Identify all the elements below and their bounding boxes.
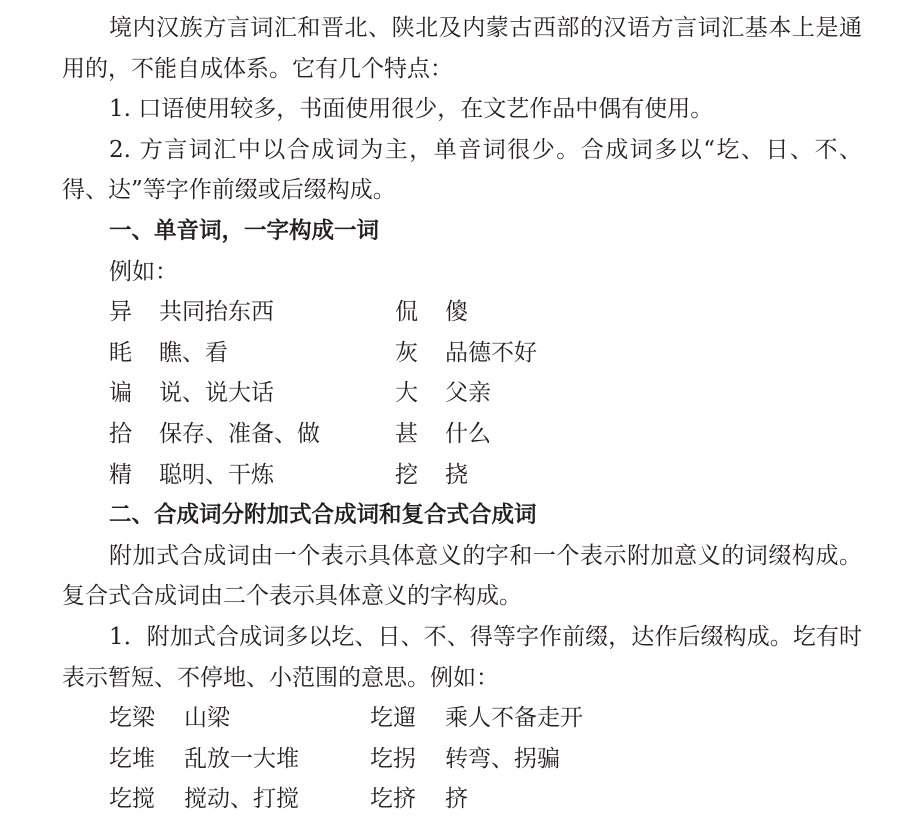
document-page: [62, 8, 862, 820]
meaning: 父亲: [445, 380, 491, 407]
word-row: [62, 292, 862, 333]
word: 大: [395, 380, 418, 407]
word: 圪梁: [109, 705, 155, 732]
meaning: 乘人不备走开: [445, 705, 583, 732]
meaning: 共同抬东西: [159, 299, 274, 326]
word-row: [62, 333, 862, 374]
word: 圪拐: [370, 745, 416, 772]
meaning: 挠: [445, 461, 468, 488]
word: 精: [109, 461, 132, 488]
word: 挖: [395, 461, 418, 488]
word: 圪堆: [109, 745, 155, 772]
single-character-word-table: [62, 292, 862, 495]
meaning: 搅动、打搅: [184, 786, 299, 813]
word: 拾: [109, 420, 132, 447]
word-row: [62, 455, 862, 496]
word-row: [62, 739, 862, 780]
word: 圪搅: [109, 786, 155, 813]
meaning: 乱放一大堆: [184, 745, 299, 772]
meaning: 挤: [445, 786, 468, 813]
meaning: 保存、准备、做: [159, 420, 320, 447]
word: 眊: [109, 339, 132, 366]
meaning: 瞧、看: [159, 339, 228, 366]
word: 甚: [395, 420, 418, 447]
meaning: 山梁: [184, 705, 230, 732]
word-row: [62, 698, 862, 739]
point-2-paragraph: 2. 方言词汇中以合成词为主，单音词很少。合成词多以“圪、日、不、得、达”等字作前缀或后缀构成。: [62, 136, 862, 204]
meaning: 傻: [445, 299, 468, 326]
meaning: 什么: [445, 420, 491, 447]
section-2-paragraph-2: 1．附加式合成词多以圪、日、不、得等字作前缀，达作后缀构成。圪有时表示暂短、不停地、小范围的意思。例如：: [62, 623, 862, 691]
word: 谝: [109, 380, 132, 407]
word: 圪遛: [370, 705, 416, 732]
word: 异: [109, 299, 132, 326]
word: 灰: [395, 339, 418, 366]
compound-word-table: [62, 698, 862, 820]
word-row: [62, 414, 862, 455]
section-2-paragraph-1: 附加式合成词由一个表示具体意义的字和一个表示附加意义的词缀构成。复合式合成词由二个表示具体意义的字构成。: [62, 542, 862, 610]
meaning: 品德不好: [445, 339, 537, 366]
word-row: [62, 373, 862, 414]
example-intro: 例如：: [109, 258, 178, 285]
point-1-paragraph: 1. 口语使用较多，书面使用很少，在文艺作品中偶有使用。: [109, 96, 714, 123]
section-1-heading: 一、单音词，一字构成一词: [109, 217, 380, 244]
meaning: 说、说大话: [159, 380, 274, 407]
meaning: 转弯、拐骗: [445, 745, 560, 772]
word: 侃: [395, 299, 418, 326]
word-row: [62, 779, 862, 820]
word: 圪挤: [370, 786, 416, 813]
intro-paragraph: 境内汉族方言词汇和晋北、陕北及内蒙古西部的汉语方言词汇基本上是通用的，不能自成体系。它有几个特点：: [62, 15, 862, 82]
section-2-heading: 二、合成词分附加式合成词和复合式合成词: [109, 502, 537, 529]
meaning: 聪明、干炼: [159, 461, 274, 488]
